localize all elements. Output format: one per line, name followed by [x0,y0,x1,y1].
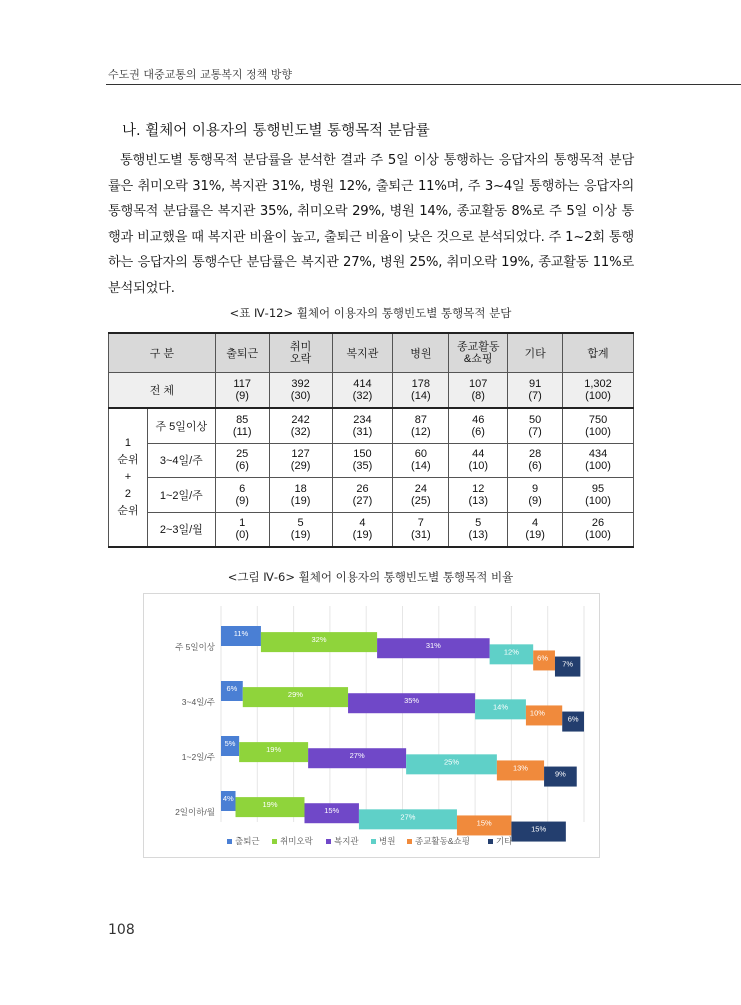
cell-count: 18 [294,482,307,495]
bar-value-label: 11% [233,629,249,638]
bar-value-label: 19% [262,800,278,810]
cell-percent: (6) [528,460,542,473]
legend-item [227,836,260,846]
cell-percent: (31) [411,529,431,542]
header-religion-line2: &쇼핑 [463,353,493,365]
cell-count: 107 [469,378,488,390]
cell-percent: (35) [352,460,373,473]
legend-swatch [227,839,232,844]
header-rule [106,84,741,85]
cell-count: 6 [239,482,246,495]
group-label-line: 2 [124,488,132,500]
running-header: 수도권 대중교통의 교통복지 정책 방향 [108,68,293,81]
total-cell [563,373,634,409]
cell-percent: (100) [585,425,611,438]
cell-percent: (100) [585,529,611,542]
category-label: 주 5일이상 [175,642,215,652]
cell-count: 392 [291,378,310,390]
bar-value-label: 15% [324,806,340,816]
bar-value-label: 10% [529,708,545,718]
bar-value-label: 31% [425,641,441,651]
table-cell [563,443,634,478]
header-hobby-line2: 오락 [289,353,312,365]
data-table [108,332,634,548]
cell-percent: (19) [525,529,545,542]
cell-percent: (32) [352,390,373,402]
cell-percent: (6) [235,460,249,473]
cell-count: 1,302 [584,378,612,390]
header-total: 합계 [563,333,634,373]
table-row [109,478,634,513]
bar-value-label: 19% [266,745,282,755]
table-cell [332,512,393,547]
total-cell [508,373,563,409]
cell-percent: (9) [528,494,542,507]
table-cell [449,478,508,513]
total-cell [332,373,393,409]
cell-count: 12 [472,482,485,495]
table-total-row [109,373,634,409]
cell-count: 9 [532,482,539,495]
cell-percent: (7) [528,425,542,438]
bar-value-label: 5% [224,739,236,748]
category-label: 1~2일/주 [181,752,215,762]
section-heading: 나. 휠체어 이용자의 통행빈도별 통행목적 분담률 [122,123,430,139]
category-label: 3~4일/주 [181,697,215,707]
cell-percent: (8) [471,390,485,402]
cell-count: 26 [356,482,369,495]
group-label [109,408,148,547]
legend-label: 출퇴근 [235,836,260,846]
legend-item [326,836,359,846]
row-label: 2~3일/월 [147,512,215,547]
cell-count: 50 [528,413,542,426]
cell-percent: (30) [290,390,311,402]
cell-count: 25 [236,448,249,461]
total-cell [215,373,269,409]
chart-frame [143,593,600,858]
table-cell [449,512,508,547]
table-header-row [109,333,634,373]
cell-count: 4 [359,517,366,530]
stacked-bar-chart [144,594,599,857]
total-cell [269,373,332,409]
table-cell [563,408,634,443]
legend-label: 종교활동&쇼핑 [415,836,470,846]
bar-value-label: 6% [567,714,579,724]
bar-value-label: 27% [349,751,365,761]
cell-count: 87 [414,413,427,426]
header-hobby [269,333,332,373]
table-cell [332,478,393,513]
legend-swatch [407,839,412,844]
total-row-label: 전 체 [109,373,216,409]
cell-percent: (12) [411,425,431,438]
legend-label: 병원 [379,836,396,846]
cell-percent: (29) [290,460,311,473]
table-cell [393,443,449,478]
bar-value-label: 14% [493,702,509,712]
bar-value-label: 6% [226,684,238,693]
table-cell [393,478,449,513]
total-cell [393,373,449,409]
table-cell [563,512,634,547]
cell-percent: (13) [468,494,488,507]
table-cell [449,443,508,478]
table-cell [332,408,393,443]
header-religion-line1: 종교활동 [456,341,500,353]
table-cell [215,512,269,547]
header-religion [449,333,508,373]
header-hobby-line1: 취미 [289,341,312,353]
cell-count: 178 [411,378,431,390]
table-cell [449,408,508,443]
cell-count: 750 [588,413,608,426]
row-label: 3~4일/주 [147,443,215,478]
legend-swatch [272,839,277,844]
figure-caption: <그림 Ⅳ-6> 휠체어 이용자의 통행빈도별 통행목적 비율 [227,570,514,584]
cell-percent: (9) [235,390,249,402]
table-row [109,408,634,443]
group-label-line: 1 [124,437,132,449]
table-cell [215,443,269,478]
cell-percent: (32) [290,425,311,438]
bar-value-label: 12% [503,647,519,657]
legend-swatch [326,839,331,844]
legend-item [488,836,513,846]
table-cell [563,478,634,513]
header-commute: 출퇴근 [215,333,269,373]
table-cell [508,512,563,547]
group-label-line: + [124,471,132,483]
cell-percent: (19) [290,529,311,542]
cell-percent: (100) [585,494,611,507]
cell-percent: (11) [232,425,252,438]
legend-item [272,836,314,846]
cell-count: 28 [528,448,542,461]
cell-percent: (19) [290,494,311,507]
bar-value-label: 15% [476,818,492,828]
bar-value-label: 29% [287,690,303,700]
cell-count: 46 [472,413,485,426]
table-cell [269,478,332,513]
total-cell [449,373,508,409]
cell-percent: (27) [352,494,373,507]
group-label-line: 순위 [117,505,139,517]
cell-count: 7 [417,517,424,530]
table-row [109,443,634,478]
table-cell [508,443,563,478]
cell-count: 95 [591,482,605,495]
table-cell [215,408,269,443]
cell-percent: (0) [235,529,249,542]
cell-percent: (9) [235,494,249,507]
group-label-line: 순위 [117,454,139,466]
table-cell [508,408,563,443]
cell-count: 4 [532,517,539,530]
bar-value-label: 4% [222,794,234,803]
table-cell [393,512,449,547]
bar-value-label: 25% [443,757,460,767]
cell-count: 150 [353,448,372,461]
body-paragraph: 통행빈도별 통행목적 분담률을 분석한 결과 주 5일 이상 통행하는 응답자의 통행목적 분담률은 취미오락 31%, 복지관 31%, 병원 12%, 출퇴근 11%며, 주 3~4일 통행하는 응답자의 통행목적 분담률은 복지관 35%, 취미오락 29%, 병원 14%, 종교활동 8%로 주 5일 이상 통행과 비교했을 때 복지관 비율이 높고, 출퇴근 비율이 낮은 것으로 분석되었다. 주 1~2회 통행하는 응답자의 통행수단 분담률은 복지관 27%, 병원 25%, 취미오락 19%, 종교활동 11%로 분석되었다. [108,153,634,296]
bar-value-label: 35% [404,696,420,706]
legend-swatch [488,839,493,844]
cell-percent: (14) [411,390,431,402]
cell-percent: (13) [468,529,488,542]
table-row [109,512,634,547]
cell-count: 414 [353,378,372,390]
bar-value-label: 13% [512,763,528,773]
table-cell [215,478,269,513]
header-hospital: 병원 [393,333,449,373]
bar-value-label: 15% [531,824,547,834]
cell-percent: (10) [468,460,488,473]
cell-count: 60 [414,448,427,461]
bar-value-label: 27% [400,812,416,822]
bar-value-label: 32% [311,635,327,645]
cell-count: 242 [291,413,310,426]
legend-label: 복지관 [334,836,359,846]
bar-value-label: 6% [537,653,549,663]
table-cell [393,408,449,443]
legend-item [371,836,395,846]
row-label: 주 5일이상 [147,408,215,443]
header-group: 구 분 [109,333,216,373]
table-cell [269,512,332,547]
table-caption: <표 Ⅳ-12> 휠체어 이용자의 통행빈도별 통행목적 분담 [229,306,512,320]
row-label: 1~2일/주 [147,478,215,513]
table-cell [269,443,332,478]
cell-count: 91 [528,378,542,390]
cell-count: 5 [297,517,304,530]
cell-count: 117 [233,378,251,390]
cell-count: 434 [588,448,608,461]
legend-item [407,836,470,846]
table-cell [332,443,393,478]
legend-label: 취미오락 [280,836,313,846]
table-cell [508,478,563,513]
cell-count: 24 [414,482,427,495]
cell-percent: (14) [411,460,431,473]
cell-percent: (7) [528,390,542,402]
cell-percent: (100) [585,460,611,473]
bar-value-label: 7% [562,659,574,669]
cell-count: 5 [475,517,482,530]
header-welfare: 복지관 [332,333,393,373]
cell-percent: (100) [585,390,611,402]
legend-label: 기타 [496,836,513,846]
cell-percent: (31) [352,425,373,438]
header-other: 기타 [508,333,563,373]
cell-percent: (6) [471,425,485,438]
cell-count: 44 [472,448,485,461]
page-number: 108 [108,922,135,938]
cell-count: 26 [591,517,605,530]
cell-percent: (19) [352,529,373,542]
cell-count: 127 [291,448,310,461]
table-cell [269,408,332,443]
category-label: 2일이하/월 [175,807,215,817]
cell-count: 85 [236,413,249,426]
cell-count: 234 [353,413,372,426]
cell-count: 1 [239,517,246,530]
bar-value-label: 9% [554,769,566,779]
cell-percent: (25) [411,494,431,507]
legend-swatch [371,839,376,844]
